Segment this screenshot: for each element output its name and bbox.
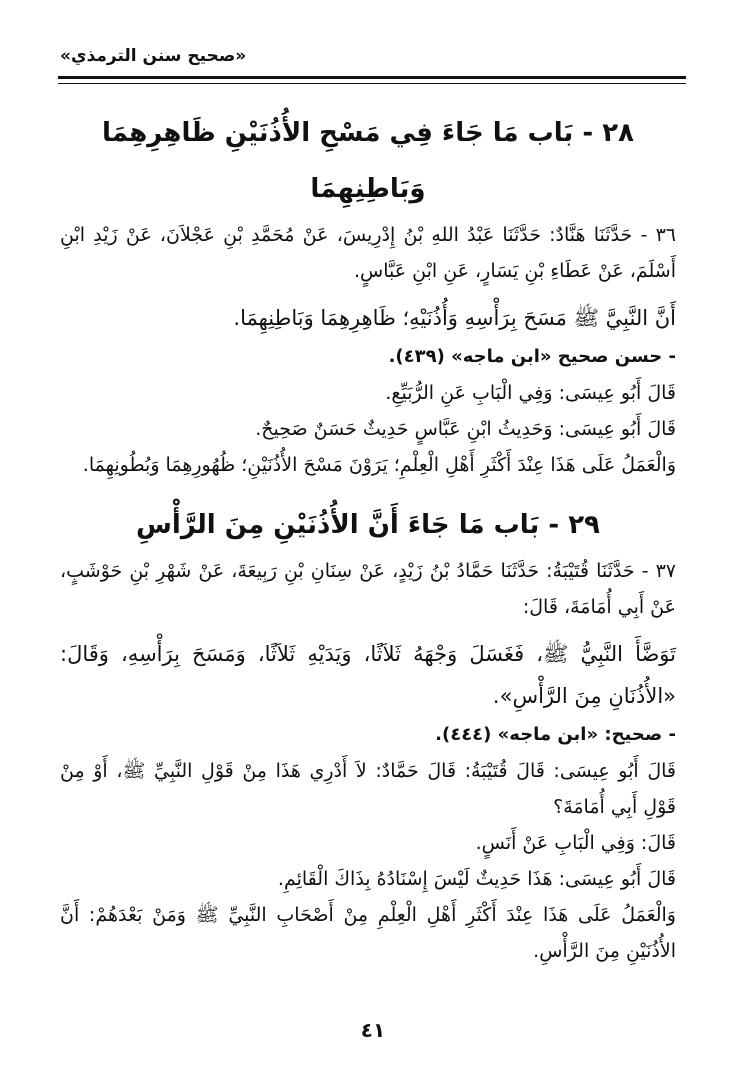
- header-rule-thick: [58, 76, 686, 79]
- commentary-line: قَالَ أَبُو عِيسَى: وَفِي الْبَابِ عَنِ الرُّبَيِّعِ.: [385, 382, 676, 404]
- commentary-line: وَالْعَمَلُ عَلَى هَذَا عِنْدَ أَكْثَرِ أَهْلِ الْعِلْمِ؛ يَرَوْنَ مَسْحَ الأُذُنَيْنِ؛ ظُهُورِهِمَا وَبُطُونِهِمَا.: [82, 454, 676, 476]
- running-head: «صحيح سنن الترمذي»: [60, 46, 247, 66]
- commentary-line: قَالَ: وَفِي الْبَابِ عَنْ أَنَسٍ.: [475, 832, 676, 854]
- header-rule-thin: [58, 83, 686, 84]
- section-gap: [60, 483, 676, 497]
- commentary-line: قَالَ أَبُو عِيسَى: هَذَا حَدِيثٌ لَيْسَ إِسْنَادُهُ بِذَاكَ الْقَائِمِ.: [277, 868, 676, 890]
- hadith-grade: - صحيح: «ابن ماجه» (٤٤٤).: [435, 724, 676, 745]
- hadith-matn: أَنَّ النَّبِيَّ ﷺ مَسَحَ بِرَأْسِهِ وَأُذُنَيْهِ؛ ظَاهِرِهِمَا وَبَاطِنِهِمَا.: [233, 306, 676, 330]
- page-body: [60, 105, 676, 969]
- hadith-grade: - حسن صحيح «ابن ماجه» (٤٣٩).: [388, 346, 676, 367]
- chapter-heading: ٢٨ - بَاب مَا جَاءَ فِي مَسْحِ الأُذُنَيْنِ ظَاهِرِهِمَا وَبَاطِنِهِمَا: [102, 118, 634, 204]
- page-number: ٤١: [360, 1018, 386, 1042]
- chapter-heading: ٢٩ - بَاب مَا جَاءَ أَنَّ الأُذُنَيْنِ مِنَ الرَّأْسِ: [136, 510, 600, 540]
- hadith-matn: تَوَضَّأَ النَّبِيُّ ﷺ، فَغَسَلَ وَجْهَهُ ثَلاَثًا، وَيَدَيْهِ ثَلاَثًا، وَمَسَحَ بِرَأْسِهِ، وَقَالَ: «الأُذُنَانِ مِنَ الرَّأْسِ».: [60, 642, 676, 708]
- commentary-line: وَالْعَمَلُ عَلَى هَذَا عِنْدَ أَكْثَرِ أَهْلِ الْعِلْمِ مِنْ أَصْحَابِ النَّبِيِّ ﷺ وَمَنْ بَعْدَهُمْ: أَنَّ الأُذُنَيْنِ مِنَ الرَّأْسِ.: [60, 904, 676, 962]
- hadith-isnad: ٣٦ - حَدَّثَنَا هَنَّادٌ: حَدَّثَنَا عَبْدُ اللهِ بْنُ إِدْرِيسَ، عَنْ مُحَمَّدِ بْنِ عَجْلاَنَ، عَنْ زَيْدِ ابْنِ أَسْلَمَ، عَنْ عَطَاءِ بْنِ يَسَارٍ، عَنِ ابْنِ عَبَّاسٍ.: [60, 224, 676, 282]
- hadith-isnad: ٣٧ - حَدَّثَنَا قُتَيْبَةُ: حَدَّثَنَا حَمَّادُ بْنُ زَيْدٍ، عَنْ سِنَانِ بْنِ رَبِيعَةَ، عَنْ شَهْرِ بْنِ حَوْشَبٍ، عَنْ أَبِي أُمَامَةَ، قَالَ:: [60, 560, 676, 618]
- commentary-line: قَالَ أَبُو عِيسَى: قَالَ قُتَيْبَةُ: قَالَ حَمَّادٌ: لاَ أَدْرِي هَذَا مِنْ قَوْلِ النَّبِيِّ ﷺ، أَوْ مِنْ قَوْلِ أَبِي أُمَامَةَ؟: [60, 760, 676, 818]
- commentary-line: قَالَ أَبُو عِيسَى: وَحَدِيثُ ابْنِ عَبَّاسٍ حَدِيثٌ حَسَنٌ صَحِيحٌ.: [255, 418, 676, 440]
- chapter-28: [60, 105, 676, 483]
- chapter-29: [60, 497, 676, 969]
